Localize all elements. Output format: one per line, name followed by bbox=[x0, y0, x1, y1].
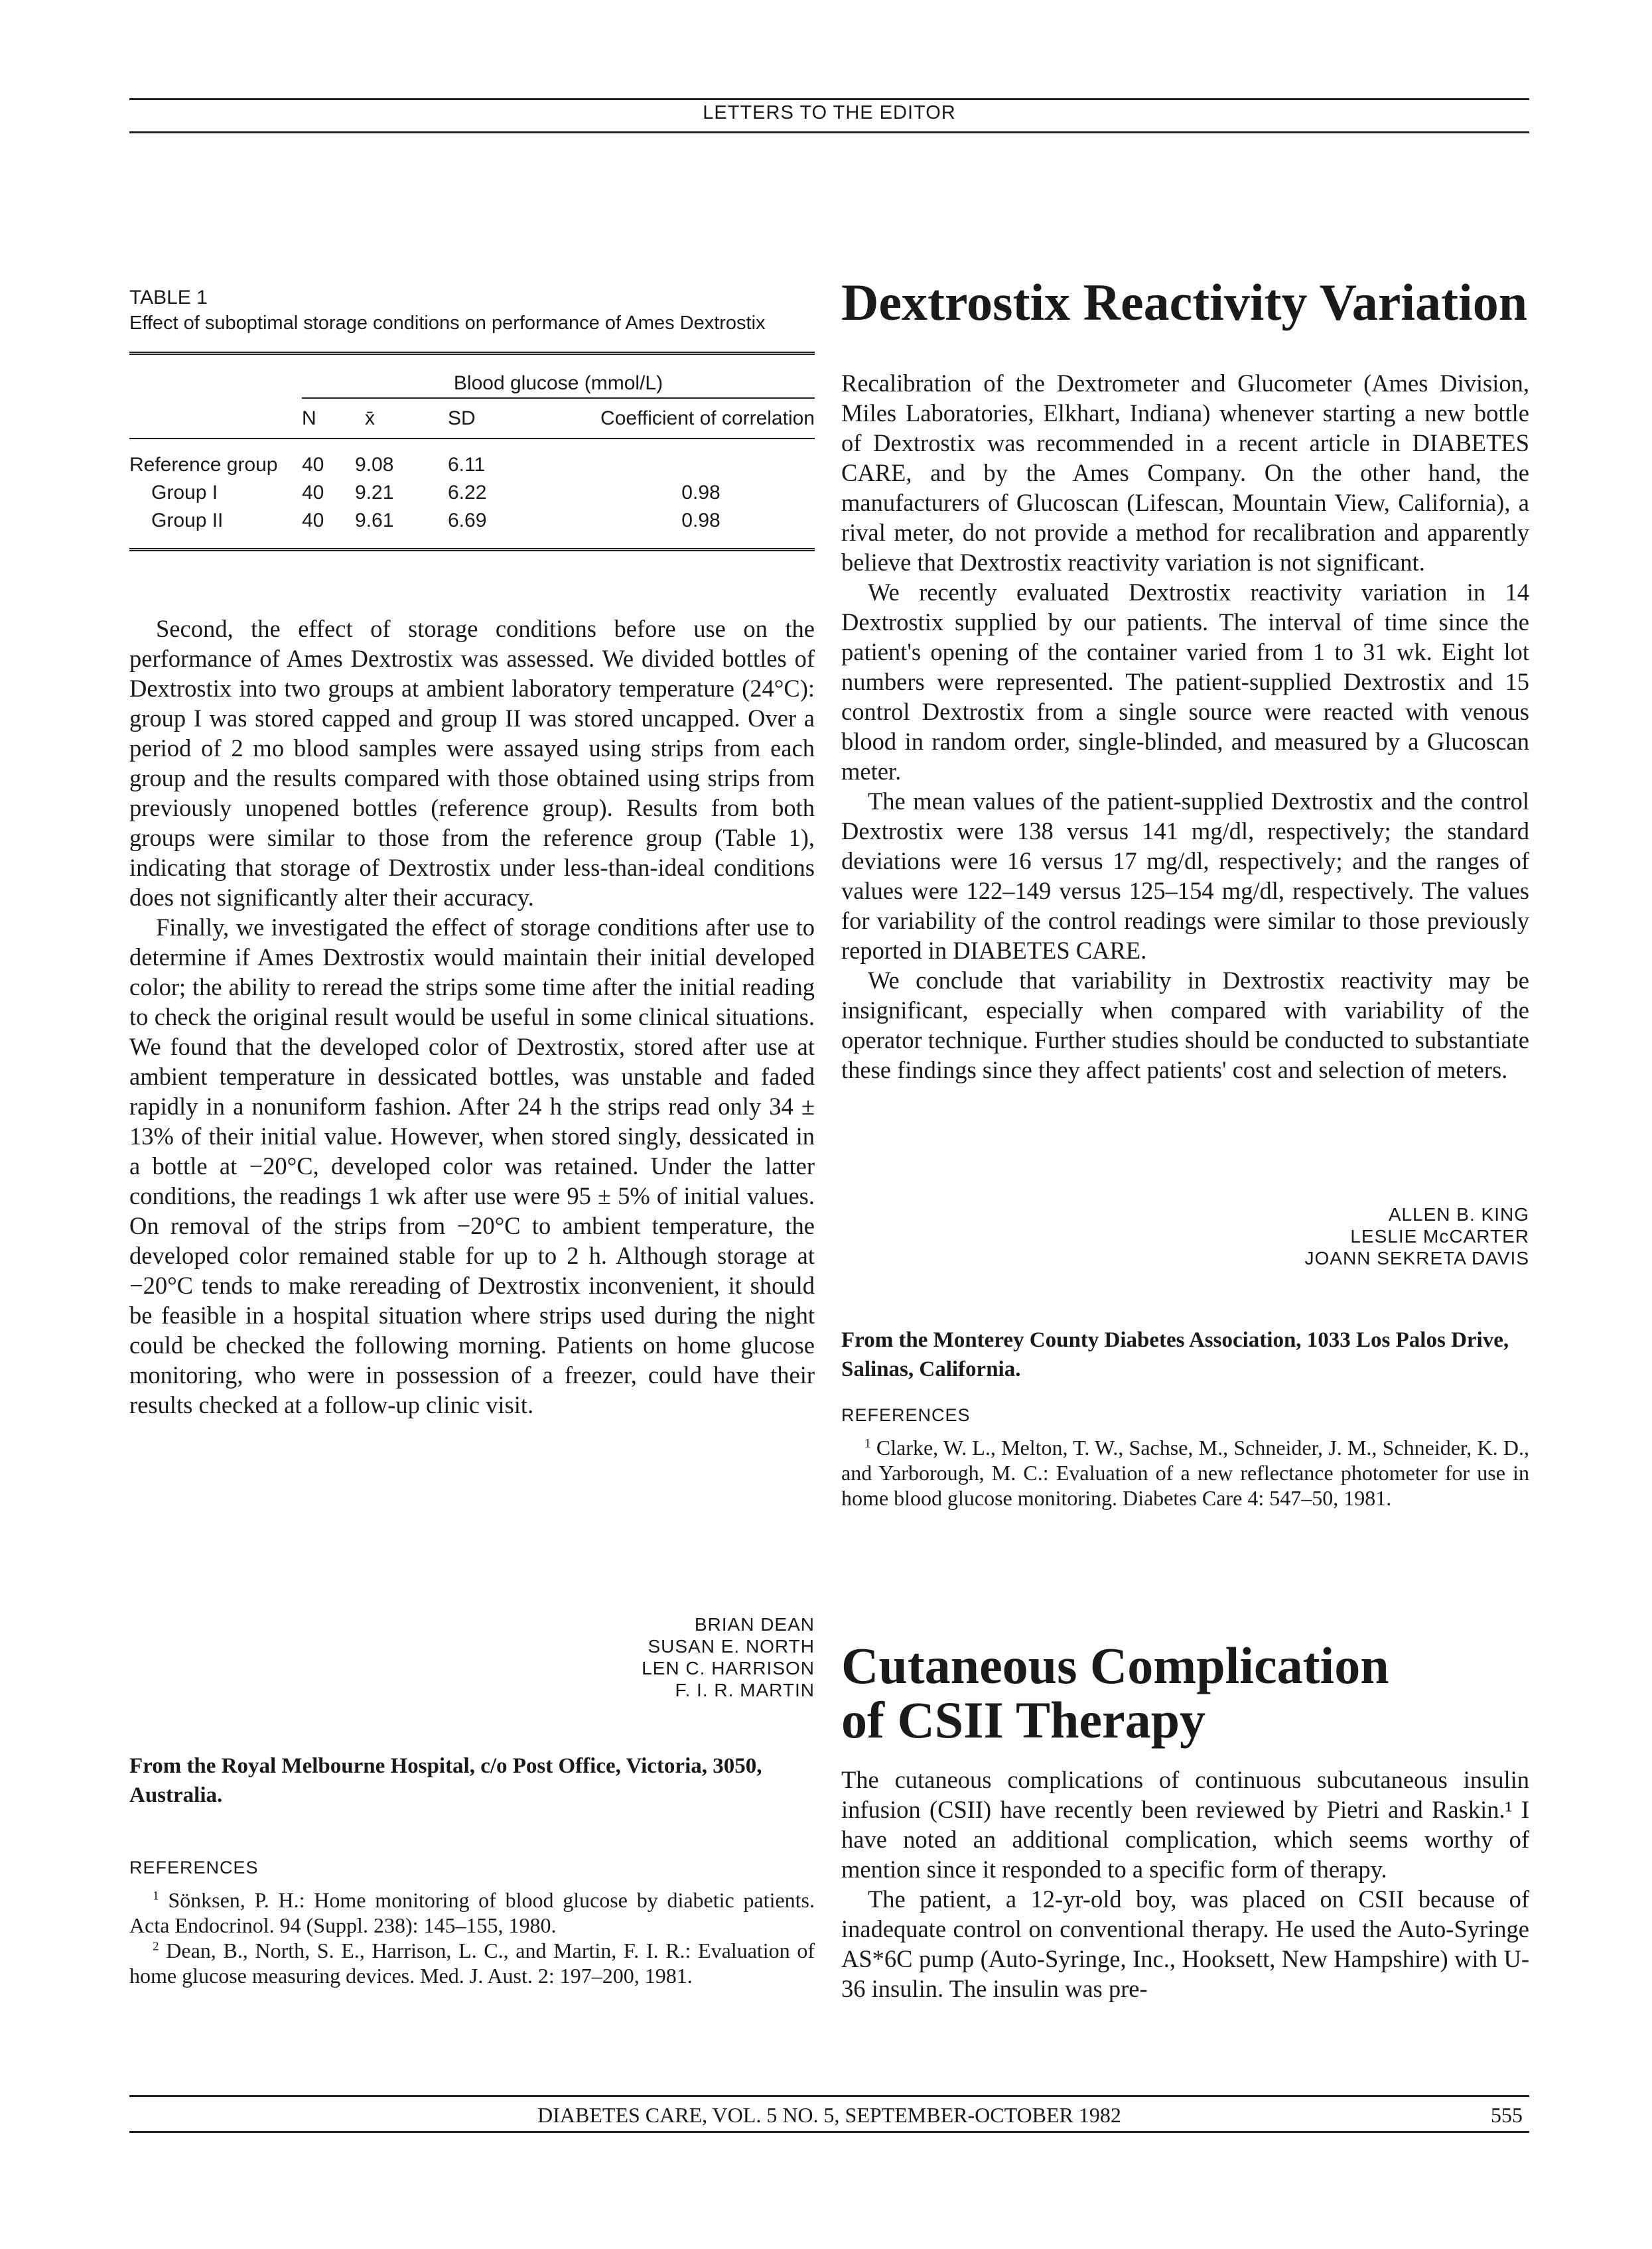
cell-sd: 6.11 bbox=[448, 454, 486, 476]
article-title-dextrostix: Dextrostix Reactivity Variation bbox=[841, 273, 1528, 331]
row-label: Reference group bbox=[129, 454, 278, 476]
row-label: Group I bbox=[151, 482, 218, 504]
cell-mean: 9.21 bbox=[355, 482, 394, 504]
cell-r: 0.98 bbox=[681, 510, 721, 531]
cell-n: 40 bbox=[302, 510, 324, 531]
footer-rule-bottom bbox=[129, 2131, 1529, 2133]
right-letter1-body bbox=[841, 368, 1529, 1085]
reference-text: Sönksen, P. H.: Home monitoring of blood glucose by diabetic patients. Acta Endocrinol. 94 (Suppl. 238): 145–155, 1980. bbox=[129, 1888, 815, 1937]
paragraph: We conclude that variability in Dextrostix reactivity may be insignificant, especially when compared with variability of the operator technique. Further studies should be conducted to substantiate these findings since they affect patients' cost and selection of meters. bbox=[841, 967, 1529, 1083]
cell-r bbox=[527, 439, 815, 479]
reference-item bbox=[129, 1887, 815, 1938]
cell-mean: 9.08 bbox=[355, 454, 394, 476]
left-affiliation: From the Royal Melbourne Hospital, c/o Post Office, Victoria, 3050, Australia. bbox=[129, 1754, 762, 1807]
header-rule-bottom bbox=[129, 131, 1529, 133]
table-row bbox=[129, 507, 815, 550]
references-heading: REFERENCES bbox=[129, 1858, 259, 1877]
signature-name: JOANN SEKRETA DAVIS bbox=[1304, 1248, 1529, 1268]
article-title-csii: Cutaneous Complication of CSII Therapy bbox=[841, 1637, 1389, 1749]
paragraph: The mean values of the patient-supplied Dextrostix and the control Dextrostix were 138 versus 141 mg/dl, respectively; the standard deviations were 16 versus 17 mg/dl, respectively; and the ranges of values were 122–149 versus 125–154 mg/dl, respectively. The values for variability of the control readings were similar to those previously reported in DIABETES CARE. bbox=[841, 787, 1529, 964]
left-signatures bbox=[129, 1613, 815, 1701]
footer-rule-top bbox=[129, 2095, 1529, 2097]
reference-number: 1 bbox=[153, 1889, 159, 1903]
paragraph: The cutaneous complications of continuous subcutaneous insulin infusion (CSII) have recently been reviewed by Pietri and Raskin.¹ I have noted an additional complication, which seems worthy of mention since it responded to a specific form of therapy. bbox=[841, 1766, 1529, 1883]
header-rule-top bbox=[129, 98, 1529, 100]
reference-text: Dean, B., North, S. E., Harrison, L. C., and Martin, F. I. R.: Evaluation of home glucose measuring devices. Med. J. Aust. 2: 197–200, 1981. bbox=[129, 1939, 815, 1988]
table-row bbox=[129, 439, 815, 479]
right-letter2-body bbox=[841, 1765, 1529, 2004]
reference-text: Clarke, W. L., Melton, T. W., Sachse, M., Schneider, J. M., Schneider, K. D., and Yarborough, M. C.: Evaluation of a new reflectance photometer for use in home blood glucose monitoring. Diabetes Care 4: 547–50, 1981. bbox=[841, 1436, 1530, 1510]
signature-name: LEN C. HARRISON bbox=[642, 1658, 815, 1678]
paragraph: Recalibration of the Dextrometer and Glucometer (Ames Division, Miles Laboratories, Elkhart, Indiana) whenever starting a new bottle of Dextrostix was recommended in a recent article in DIABETES CARE, and by the Ames Company. On the other hand, the manufacturers of Glucoscan (Lifescan, Mountain View, California), a rival meter, do not provide a method for recalibration and apparently believe that Dextrostix reactivity variation is not significant. bbox=[841, 370, 1529, 576]
table-label: TABLE 1 bbox=[129, 287, 208, 308]
col-header-n: N bbox=[302, 407, 316, 429]
footer-journal: DIABETES CARE, VOL. 5 NO. 5, SEPTEMBER-OCTOBER 1982 bbox=[537, 2103, 1121, 2127]
col-header-sd: SD bbox=[448, 407, 476, 429]
col-header-coefficient: Coefficient of correlation bbox=[600, 407, 815, 429]
paragraph: Finally, we investigated the effect of storage conditions after use to determine if Ames Dextrostix would maintain their initial developed color; the ability to reread the strips some time after the initial reading to check the original result would be useful in some clinical situations. We found that the developed color of Dextrostix, stored after use at ambient temperature in dessicated bottles, was unstable and faded rapidly in a nonuniform fashion. After 24 h the strips read only 34 ± 13% of their initial value. However, when stored singly, dessicated in a bottle at −20°C, developed color was retained. Under the latter conditions, the readings 1 wk after use were 95 ± 5% of initial values. On removal of the strips from −20°C to ambient temperature, the developed color remained stable for up to 2 h. Although storage at −20°C tends to make rereading of Dextrostix inconvenient, it should be feasible in a hospital situation where strips used during the night could be checked the following morning. Patients on home glucose monitoring, who were in possession of a freezer, could have their results checked at a follow-up clinic visit. bbox=[129, 914, 815, 1418]
left-references bbox=[129, 1858, 815, 1988]
right-references bbox=[841, 1405, 1529, 1511]
table-1 bbox=[129, 352, 815, 551]
signature-name: BRIAN DEAN bbox=[694, 1614, 815, 1635]
table-row bbox=[129, 479, 815, 507]
reference-item bbox=[129, 1938, 815, 1988]
signature-name: SUSAN E. NORTH bbox=[648, 1636, 815, 1657]
signature-name: ALLEN B. KING bbox=[1388, 1204, 1529, 1225]
right-signatures bbox=[841, 1203, 1529, 1269]
page-number: 555 bbox=[1491, 2103, 1523, 2127]
col-header-mean: x̄ bbox=[365, 407, 375, 429]
cell-mean: 9.61 bbox=[355, 510, 394, 531]
cell-n: 40 bbox=[302, 482, 324, 504]
cell-sd: 6.69 bbox=[448, 510, 487, 531]
right-affiliation: From the Monterey County Diabetes Association, 1033 Los Palos Drive, Salinas, California. bbox=[841, 1328, 1509, 1381]
signature-name: F. I. R. MARTIN bbox=[675, 1680, 815, 1700]
paragraph: We recently evaluated Dextrostix reactivity variation in 14 Dextrostix supplied by our patients. The interval of time since the patient's opening of the container varied from 1 to 31 wk. Eight lot numbers were represented. The patient-supplied Dextrostix and 15 control Dextrostix from a single source were reacted with venous blood in random order, single-blinded, and measured by a Glucoscan meter. bbox=[841, 579, 1529, 785]
reference-number: 1 bbox=[864, 1436, 871, 1451]
references-heading: REFERENCES bbox=[841, 1405, 971, 1425]
signature-name: LESLIE McCARTER bbox=[1350, 1226, 1529, 1247]
left-letter-body bbox=[129, 614, 815, 1420]
table-caption: Effect of suboptimal storage conditions on performance of Ames Dextrostix bbox=[129, 312, 766, 334]
cell-sd: 6.22 bbox=[448, 482, 487, 504]
reference-item bbox=[841, 1435, 1529, 1511]
reference-number: 2 bbox=[153, 1939, 159, 1954]
cell-r: 0.98 bbox=[681, 482, 721, 504]
running-head: LETTERS TO THE EDITOR bbox=[703, 102, 956, 123]
paragraph: Second, the effect of storage conditions before use on the performance of Ames Dextrostix was assessed. We divided bottles of Dextrostix into two groups at ambient laboratory temperature (24°C): group I was stored capped and group II was stored uncapped. Over a period of 2 mo blood samples were assayed using strips from each group and the results compared with those obtained using strips from previously unopened bottles (reference group). Results from both groups were similar to those from the reference group (Table 1), indicating that storage of Dextrostix under less-than-ideal conditions does not significantly alter their accuracy. bbox=[129, 615, 815, 911]
paragraph: The patient, a 12-yr-old boy, was placed on CSII because of inadequate control on conventional therapy. He used the Auto-Syringe AS*6C pump (Auto-Syringe, Inc., Hooksett, New Hampshire) with U-36 insulin. The insulin was pre- bbox=[841, 1885, 1529, 2002]
left-column bbox=[129, 285, 815, 336]
table-group-header: Blood glucose (mmol/L) bbox=[302, 354, 815, 399]
row-label: Group II bbox=[151, 510, 224, 531]
cell-n: 40 bbox=[302, 454, 324, 476]
